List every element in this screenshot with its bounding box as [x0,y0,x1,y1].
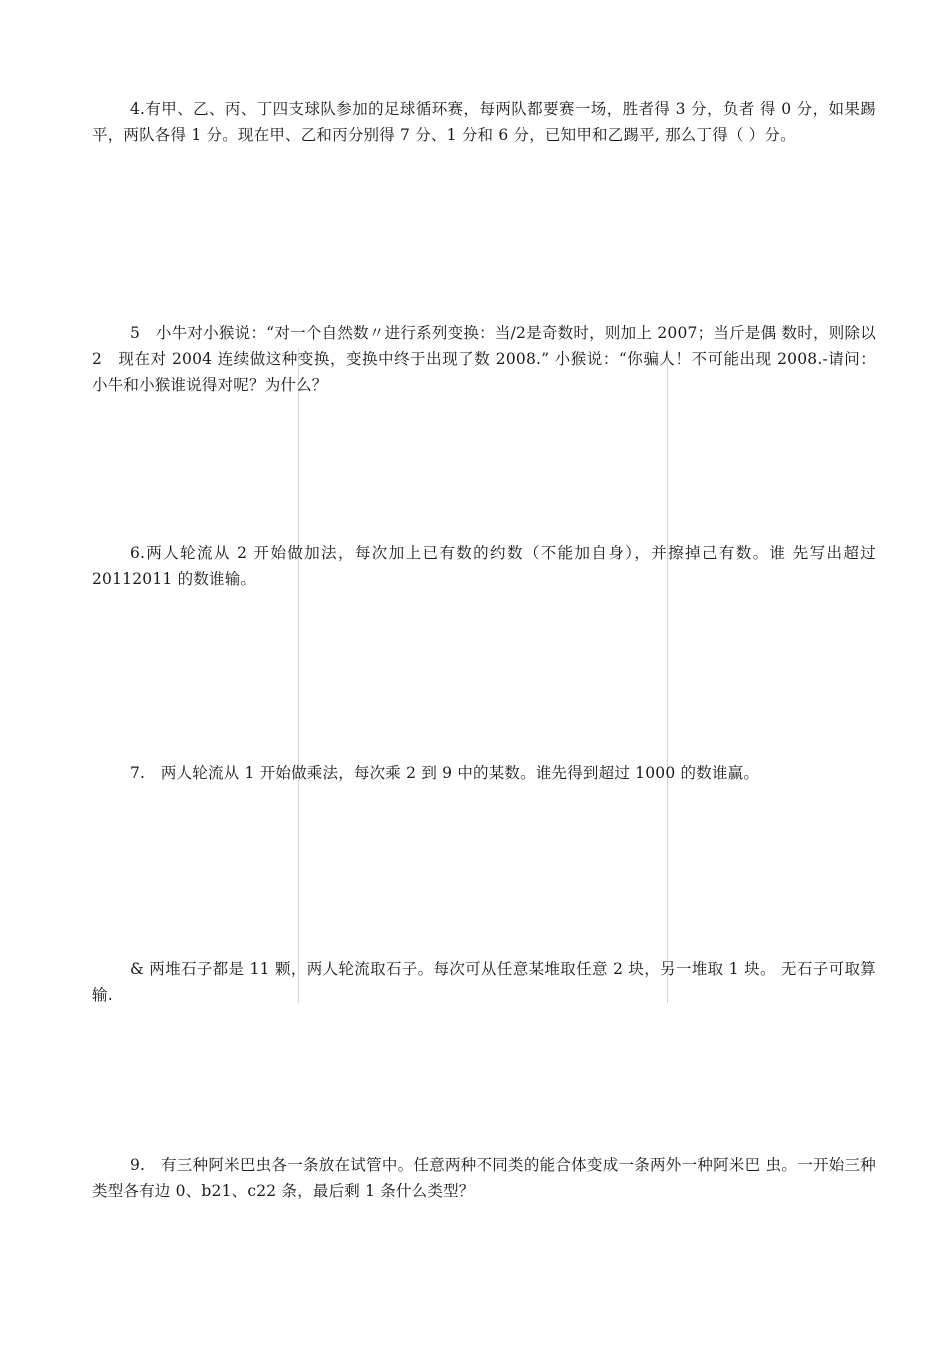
problem-5: 5 小牛对小猴说：“对一个自然数〃进行系列变换：当/2是奇数时，则加上 2007；当斤是偶 数时，则除以 2 现在对 2004 连续做这种变换，变换中终于出现了数 2008.” 小猴说：“你骗人！不可能出现 2008.-请问：小牛和小猴谁说得对呢？为什么？ [92,324,876,394]
problem-7: 7. 两人轮流从 1 开始做乘法，每次乘 2 到 9 中的某数。谁先得到超过 1000 的数谁赢。 [130,764,760,782]
problem-4: 4.有甲、乙、丙、丁四支球队参加的足球循环赛，每两队都要赛一场，胜者得 3 分，负者 得 0 分，如果踢平，两队各得 1 分。现在甲、乙和丙分别得 7 分、1 分和 6 分，已知甲和乙踢平, 那么丁得（ ）分。 [92,100,876,144]
problem-8: & 两堆石子都是 11 颗，两人轮流取石子。每次可从任意某堆取任意 2 块，另一堆取 1 块。 无石子可取算输. [92,960,876,1004]
problem-6: 6.两人轮流从 2 开始做加法，每次加上已有数的约数（不能加自身），并擦掉己有数。谁 先写出超过 20112011 的数谁输。 [92,544,876,588]
problem-9: 9. 有三种阿米巴虫各一条放在试管中。任意两种不同类的能合体变成一条两外一种阿米巴 虫。一开始三种类型各有边 0、b21、c22 条，最后剩 1 条什么类型？ [92,1156,876,1200]
vertical-rule-right [667,348,668,1003]
vertical-rule-left [298,348,299,1003]
